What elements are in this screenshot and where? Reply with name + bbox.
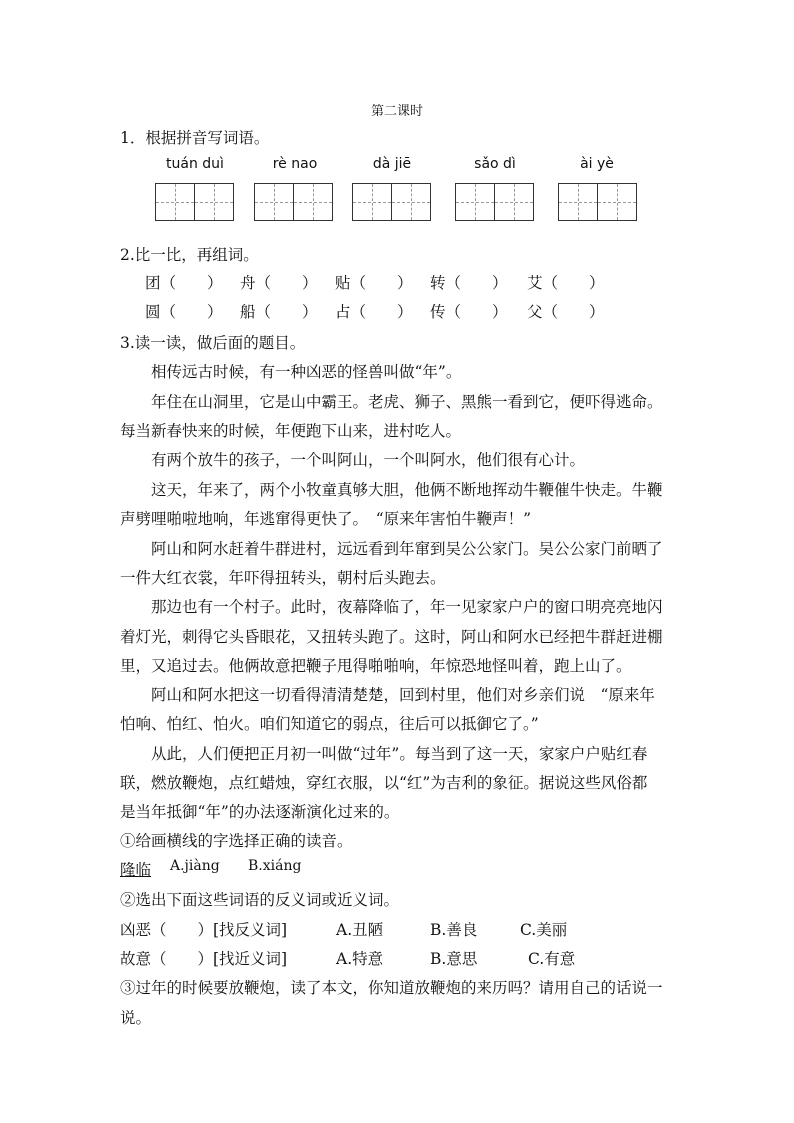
passage-line: 每当新春快来的时候，年便跑下山来，进村吃人。 [120, 422, 462, 440]
passage-line: 声劈哩啪啦地响，年逃窜得更快了。 “原来年害怕牛鞭声！” [120, 510, 532, 528]
question-2-heading: 2.比一比，再组词。 [120, 246, 259, 264]
passage-line: 阿山和阿水把这一切看得清清楚楚，回到村里，他们对乡亲们说 “原来年 [151, 686, 655, 704]
passage-line: 怕响、怕红、怕火。咱们知道它的弱点，往后可以抵御它了。” [120, 715, 539, 733]
sub-question-3-prompt-cont: 说。 [120, 1009, 152, 1027]
sub-question-1-prompt: ①给画横线的字选择正确的读音。 [120, 832, 353, 850]
compare-item[interactable]: 团（ ） [145, 274, 223, 292]
pronunciation-word [120, 858, 151, 880]
passage-line: 年住在山洞里，它是山中霸王。老虎、狮子、黑熊一看到它，便吓得逃命。 [151, 393, 663, 411]
option-a[interactable]: A.特意 [336, 950, 384, 968]
option-c[interactable]: C.美丽 [520, 921, 568, 939]
option-a[interactable]: A.jiàng [170, 858, 220, 874]
writing-grid-5[interactable] [558, 183, 637, 220]
passage-line: 相传远古时候，有一种凶恶的怪兽叫做“年”。 [151, 363, 462, 381]
pinyin-1: tuán duì [166, 156, 224, 172]
passage-line: 着灯光，刺得它头昏眼花，又扭转头跑了。这时，阿山和阿水已经把牛群赶进棚 [120, 628, 663, 646]
passage-line: 一件大红衣裳，年吓得扭转头，朝村后头跑去。 [120, 569, 446, 587]
compare-item[interactable]: 船（ ） [240, 303, 318, 321]
compare-item[interactable]: 传（ ） [430, 303, 508, 321]
passage-line: 从此，人们便把正月初一叫做“过年”。每当到了这一天，家家户户贴红春 [151, 745, 648, 763]
compare-item[interactable]: 父（ ） [527, 303, 605, 321]
writing-grid-1[interactable] [155, 183, 234, 220]
antonym-question: 凶恶（ ）[找反义词] [120, 921, 288, 939]
passage-line: 这天，年来了，两个小牧童真够大胆，他俩不断地挥动牛鞭催牛快走。牛鞭 [151, 481, 663, 499]
passage-line: 是当年抵御“年”的办法逐渐演化过来的。 [120, 803, 400, 821]
pinyin-4: sǎo dì [474, 156, 516, 172]
writing-grid-2[interactable] [254, 183, 333, 220]
compare-item[interactable]: 转（ ） [430, 274, 508, 292]
compare-item[interactable]: 贴（ ） [335, 274, 413, 292]
writing-grid-3[interactable] [352, 183, 431, 220]
compare-item[interactable]: 圆（ ） [145, 303, 223, 321]
synonym-question: 故意（ ）[找近义词] [120, 950, 288, 968]
passage-line: 里，又追过去。他俩故意把鞭子甩得啪啪响，年惊恐地怪叫着，跑上山了。 [120, 657, 632, 675]
option-b[interactable]: B.xiáng [248, 858, 302, 874]
option-b[interactable]: B.善良 [430, 921, 478, 939]
compare-item[interactable]: 占（ ） [335, 303, 413, 321]
underlined-word: 隆临 [120, 861, 152, 879]
option-c[interactable]: C.有意 [528, 950, 576, 968]
option-b[interactable]: B.意思 [430, 950, 478, 968]
sub-question-2-prompt: ②选出下面这些词语的反义词或近义词。 [120, 891, 400, 909]
question-1-heading: 1．根据拼音写词语。 [120, 129, 270, 147]
writing-grid-4[interactable] [455, 183, 534, 220]
sub-question-3-prompt: ③过年的时候要放鞭炮，读了本文，你知道放鞭炮的来历吗？请用自己的话说一 [120, 979, 663, 997]
passage-line: 有两个放牛的孩子，一个叫阿山，一个叫阿水，他们很有心计。 [151, 451, 586, 469]
pinyin-2: rè nao [272, 156, 318, 172]
pinyin-3: dà jiē [372, 156, 412, 172]
passage-line: 联，燃放鞭炮，点红蜡烛，穿红衣服，以“红”为吉利的象征。据说这些风俗都 [120, 774, 648, 792]
question-3-heading: 3.读一读，做后面的题目。 [120, 334, 306, 352]
passage-line: 阿山和阿水赶着牛群进村，远远看到年窜到吴公公家门。吴公公家门前晒了 [151, 540, 663, 558]
compare-item[interactable]: 艾（ ） [527, 274, 605, 292]
option-a[interactable]: A.丑陋 [336, 921, 384, 939]
page-title: 第二课时 [370, 104, 423, 119]
passage-line: 那边也有一个村子。此时，夜幕降临了，年一见家家户户的窗口明亮亮地闪 [151, 598, 663, 616]
compare-item[interactable]: 舟（ ） [240, 274, 318, 292]
pinyin-5: ài yè [580, 156, 614, 172]
